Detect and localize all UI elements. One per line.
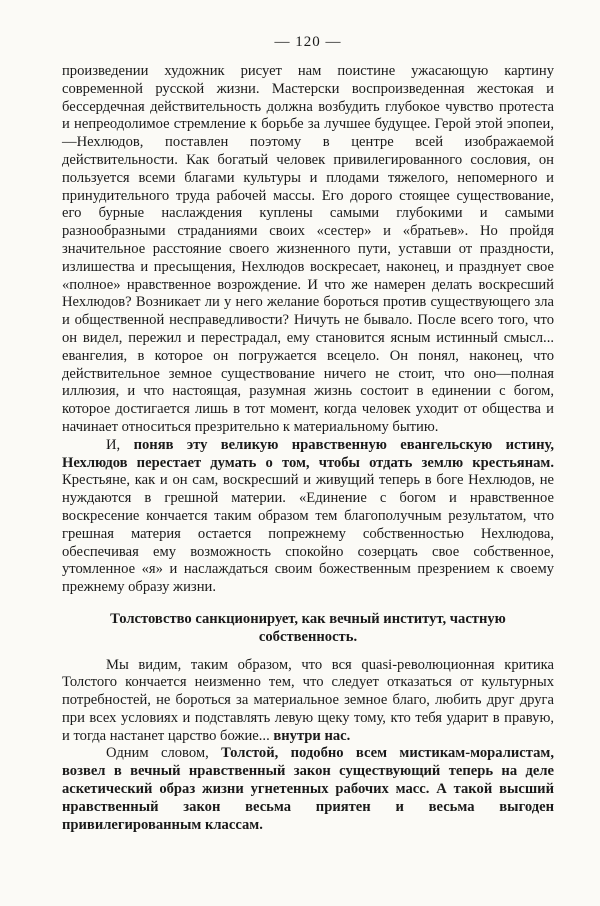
paragraph-4-bold: Толстой, подобно всем мистикам-моралистам, возвел в вечный нравственный закон существующий теперь на деле аскетический образ жизни угнетенных рабочих масс. А такой высший нравственный закон весьма приятен и весьма выгоден привилегированным классам.: [62, 745, 554, 833]
paragraph-2-bold: поняв эту великую нравственную евангельскую истину, Нехлюдов перестает думать о том, чтобы отдать землю крестьянам.: [62, 436, 554, 471]
body-text: [62, 63, 554, 834]
paragraph-3-text: Мы видим, таким образом, что вся quasi-революционная критика Толстого кончается неизменно тем, что следует отказаться от культурных потребностей, не бороться за материальное земное благо, любить друг друга при всех условиях и подставлять левую щеку тому, кто тебя ударит в правую, и тогда настанет царство божие...: [62, 656, 554, 744]
paragraph-1: произведении художник рисует нам поистине ужасающую картину современной русской жизни. Мастерски воспроизведенная жестокая и бессердечная действительность должна возбудить глубокое чувство протеста и непреодолимое стремление к борьбе за лучшее будущее. Герой этой эпопеи,—Нехлюдов, поставлен поэтому в центре всей изображаемой действительности. Как богатый человек привилегированного сословия, он пользуется всеми благами культуры и плодами тяжелого, непомерного и принудительного труда рабочей массы. Его дорого стоящее существование, его бурные наслаждения куплены самыми глубокими и самыми разнообразными страданиями своих «сестер» и «братьев». Но пройдя значительное расстояние своего жизненного пути, уставши от праздности, излишества и пресыщения, Нехлюдов воскресает, наконец, и празднует свое «полное» нравственное возрождение. И что же намерен делать воскресший Нехлюдов? Возникает ли у него желание бороться против существующего зла и общественной несправедливости? Ничуть не бывало. После всего того, что он видел, пережил и перестрадал, ему становится ясным истинный смысл... евангелия, в которое он погружается всецело. Он понял, наконец, что действительное земное существование ничего не стоит, что оно—полная иллюзия, и что настоящая, разумная жизнь состоит в единении с богом, которое достигается лишь в тот момент, когда человек уходит от общества и начинает относиться презрительно к материальному бытию.: [62, 63, 554, 435]
page-number: — 120 —: [274, 34, 342, 50]
paragraph-4-lead: Одним словом,: [106, 745, 209, 762]
paragraph-3-bold: внутри нас.: [273, 727, 351, 744]
paragraph-4: [62, 745, 554, 834]
paragraph-3: [62, 657, 554, 746]
paragraph-2: [62, 437, 554, 597]
paragraph-2-lead: И,: [106, 436, 121, 453]
paragraph-2-rest: Крестьяне, как и он сам, воскресший и живущий теперь в боге Нехлюдов, не нуждаются в грешной материи. «Единение с богом и нравственное воскресение кончается таким образом тем благополучным результатом, что грешная материя остается попрежнему собственностью Нехлюдова, обеспечивая ему возможность спокойно созерцать свое собственное, утомленное «я» и наслаждаться своим божественным презрением к своему прежнему образу жизни.: [62, 472, 554, 596]
section-title: Толстовство санкционирует, как вечный институт, частную собственность.: [110, 610, 506, 645]
